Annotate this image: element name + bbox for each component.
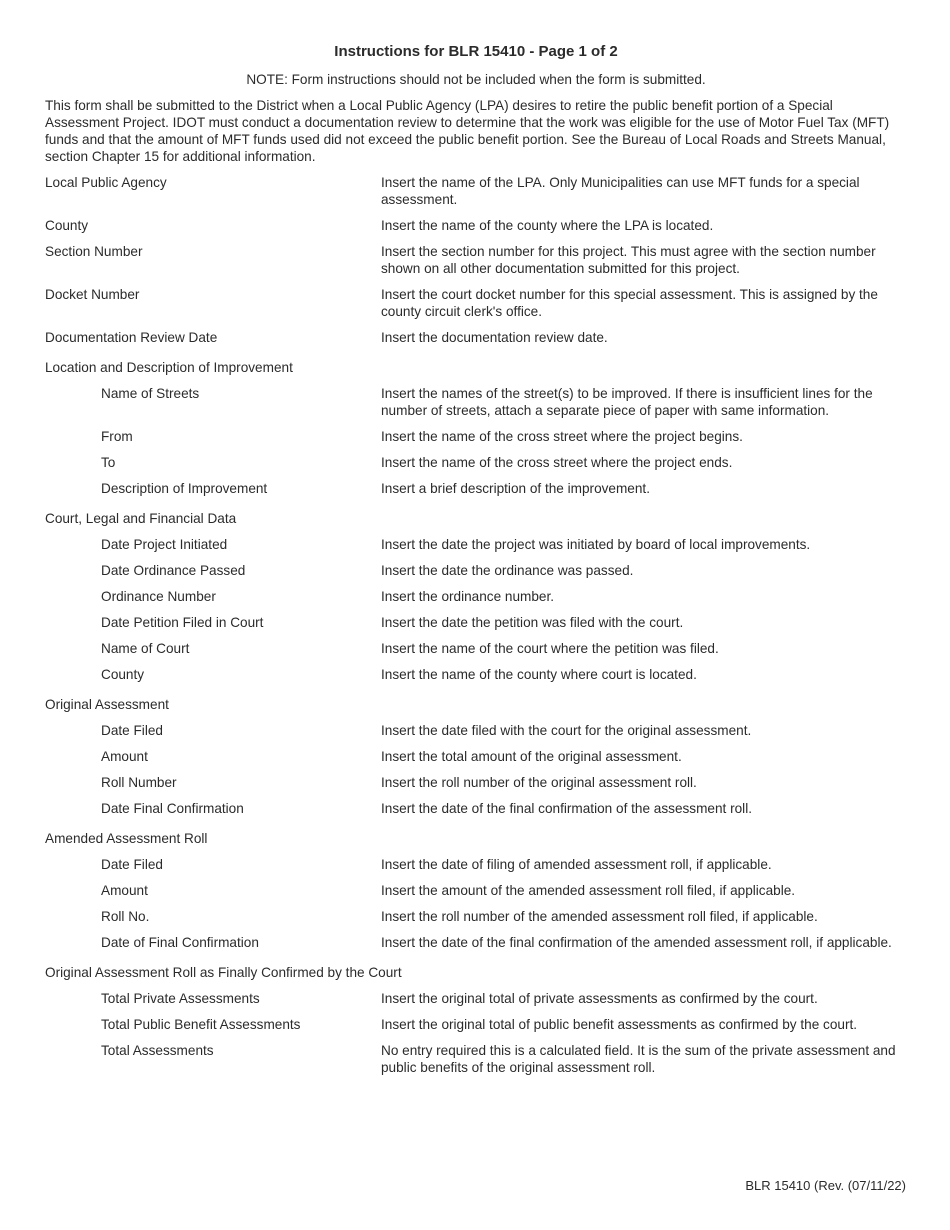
instruction-row <box>45 428 907 445</box>
page-title: Instructions for BLR 15410 - Page 1 of 2 <box>334 43 618 60</box>
instructions-page <box>45 0 907 1076</box>
instruction-row <box>45 908 907 925</box>
field-label: Date Filed <box>101 857 163 872</box>
instruction-row <box>45 329 907 346</box>
instruction-row <box>45 934 907 951</box>
field-description: Insert the name of the court where the petition was filed. <box>381 641 719 656</box>
field-label: Name of Streets <box>101 386 200 401</box>
intro-paragraph: This form shall be submitted to the District when a Local Public Agency (LPA) desires to retire the public benefit portion of a Special Assessment Project. IDOT must conduct a documentation review to determine that the work was eligible for the use of Motor Fuel Tax (MFT) funds and that the amount of MFT funds used did not exceed the public benefit portion. See the Bureau of Local Roads and Streets Manual, section Chapter 15 for additional information. <box>45 98 890 164</box>
field-label: Date of Final Confirmation <box>101 935 259 950</box>
field-label: Description of Improvement <box>101 481 268 496</box>
instruction-row <box>45 800 907 817</box>
section-heading-row <box>45 830 907 847</box>
field-description: Insert the names of the street(s) to be improved. If there is insufficient lines for the number of streets, attach a separate piece of paper with same information. <box>381 386 873 418</box>
field-description: Insert the name of the county where court is located. <box>381 667 697 682</box>
field-description: Insert the name of the county where the LPA is located. <box>381 218 714 233</box>
field-description: Insert the date the project was initiated by board of local improvements. <box>381 537 811 552</box>
field-description: Insert the name of the LPA. Only Municipalities can use MFT funds for a special assessment. <box>381 175 860 207</box>
field-label: Amount <box>101 749 148 764</box>
instruction-row <box>45 748 907 765</box>
field-label: Total Private Assessments <box>101 991 260 1006</box>
field-label: Roll No. <box>101 909 150 924</box>
field-description: Insert the date the ordinance was passed. <box>381 563 634 578</box>
section-heading-row <box>45 359 907 376</box>
field-description: Insert the date filed with the court for the original assessment. <box>381 723 752 738</box>
field-label: Roll Number <box>101 775 177 790</box>
instruction-row <box>45 722 907 739</box>
field-description: No entry required this is a calculated field. It is the sum of the private assessment and public benefits of the original assessment roll. <box>381 1043 896 1075</box>
field-label: Total Public Benefit Assessments <box>101 1017 301 1032</box>
instruction-row <box>45 774 907 791</box>
field-description: Insert the date the petition was filed with the court. <box>381 615 684 630</box>
field-label: Date Final Confirmation <box>101 801 244 816</box>
field-label: Documentation Review Date <box>45 330 218 345</box>
instruction-row <box>45 1016 907 1033</box>
field-description: Insert the name of the cross street where the project begins. <box>381 429 743 444</box>
instruction-row <box>45 480 907 497</box>
field-label: Ordinance Number <box>101 589 216 604</box>
instruction-row <box>45 990 907 1007</box>
field-description: Insert the original total of private assessments as confirmed by the court. <box>381 991 818 1006</box>
section-heading: Original Assessment <box>45 697 169 712</box>
section-heading: Court, Legal and Financial Data <box>45 511 237 526</box>
section-heading: Location and Description of Improvement <box>45 360 293 375</box>
instruction-row <box>45 286 907 320</box>
instruction-row <box>45 856 907 873</box>
field-description: Insert the roll number of the amended assessment roll filed, if applicable. <box>381 909 818 924</box>
field-description: Insert the section number for this project. This must agree with the section number shown on all other documentation submitted for this project. <box>381 244 876 276</box>
instruction-row <box>45 562 907 579</box>
instruction-row <box>45 640 907 657</box>
instruction-row <box>45 454 907 471</box>
field-description: Insert the name of the cross street where the project ends. <box>381 455 733 470</box>
section-heading: Original Assessment Roll as Finally Confirmed by the Court <box>45 965 402 980</box>
instruction-row <box>45 614 907 631</box>
field-label: Date Project Initiated <box>101 537 228 552</box>
field-label: Amount <box>101 883 148 898</box>
field-label: Docket Number <box>45 287 140 302</box>
section-heading-row <box>45 510 907 527</box>
field-label: Local Public Agency <box>45 175 167 190</box>
field-description: Insert the amount of the amended assessment roll filed, if applicable. <box>381 883 796 898</box>
instruction-row <box>45 217 907 234</box>
field-description: Insert a brief description of the improvement. <box>381 481 650 496</box>
instruction-row <box>45 174 907 208</box>
field-label: Date Petition Filed in Court <box>101 615 264 630</box>
field-label: Total Assessments <box>101 1043 214 1058</box>
field-label: To <box>101 455 116 470</box>
field-label: County <box>45 218 89 233</box>
field-label: Section Number <box>45 244 143 259</box>
field-description: Insert the court docket number for this special assessment. This is assigned by the county circuit clerk's office. <box>381 287 878 319</box>
field-description: Insert the date of filing of amended assessment roll, if applicable. <box>381 857 772 872</box>
field-description: Insert the total amount of the original assessment. <box>381 749 682 764</box>
submission-note: NOTE: Form instructions should not be included when the form is submitted. <box>246 72 706 87</box>
field-description: Insert the date of the final confirmation of the assessment roll. <box>381 801 753 816</box>
section-heading: Amended Assessment Roll <box>45 831 208 846</box>
field-description: Insert the documentation review date. <box>381 330 608 345</box>
field-label: Date Filed <box>101 723 163 738</box>
form-revision-footer: BLR 15410 (Rev. (07/11/22) <box>745 1178 906 1193</box>
instruction-row <box>45 1042 907 1076</box>
field-label: Name of Court <box>101 641 190 656</box>
field-description: Insert the date of the final confirmation of the amended assessment roll, if applicable. <box>381 935 892 950</box>
section-heading-row <box>45 964 907 981</box>
instruction-row <box>45 666 907 683</box>
instruction-list <box>45 174 907 1076</box>
instruction-row <box>45 385 907 419</box>
field-label: From <box>101 429 133 444</box>
instruction-row <box>45 588 907 605</box>
field-description: Insert the roll number of the original assessment roll. <box>381 775 697 790</box>
instruction-row <box>45 882 907 899</box>
instruction-row <box>45 536 907 553</box>
field-description: Insert the ordinance number. <box>381 589 555 604</box>
field-description: Insert the original total of public benefit assessments as confirmed by the court. <box>381 1017 858 1032</box>
field-label: Date Ordinance Passed <box>101 563 246 578</box>
instruction-row <box>45 243 907 277</box>
section-heading-row <box>45 696 907 713</box>
field-label: County <box>101 667 145 682</box>
